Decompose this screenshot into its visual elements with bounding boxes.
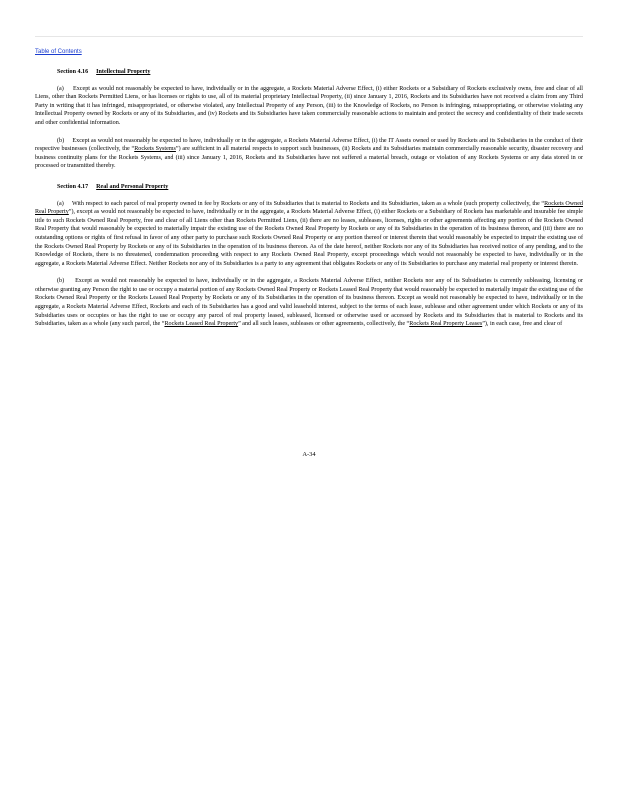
paragraph-4-16-a	[35, 85, 583, 128]
section-heading-4-16	[57, 68, 583, 77]
paragraph-4-17-b	[35, 277, 583, 329]
paragraph-text: Except as would not reasonably be expected to have, individually or in the aggregate, a Rockets Material Adverse Effect, (i) the IT Assets owned or used by Rockets and its Subsidiaries in the conduct of their respective businesses (collectively, the “	[35, 137, 583, 153]
section-heading-4-17	[57, 183, 583, 192]
section-number: Section 4.16	[57, 69, 89, 75]
paragraph-label: (b)	[57, 137, 65, 144]
defined-term-rockets-systems: Rockets Systems	[134, 146, 176, 153]
defined-term-leased-real-property: Rockets Leased Real Property	[164, 321, 239, 328]
paragraph-text: ” and all such leases, subleases or other agreements, collectively, the “	[238, 321, 410, 328]
section-title: Real and Personal Property	[96, 183, 169, 190]
page-number: A-34	[302, 451, 316, 458]
defined-term-owned-real-property: Rockets Owned Real Property	[35, 200, 583, 216]
table-of-contents-link[interactable]: Table of Contents	[35, 49, 82, 55]
paragraph-4-16-b	[35, 137, 583, 171]
paragraph-text: ”), in each case, free and clear of	[482, 321, 563, 328]
document-body	[35, 68, 583, 338]
top-rule	[35, 36, 583, 37]
paragraph-text: Except as would not reasonably be expected to have, individually or in the aggregate, a Rockets Material Adverse Effect, (i) either Rockets or a Subsidiary of Rockets exclusively owns, free and clear of all Liens, other than Rockets Permitted Liens, or has licenses or rights to use, all of its material proprietary Intellectual Property, (ii) since January 1, 2016, Rockets and its Subsidiaries have not received a claim from any Third Party in writing that it has infringed, misappropriated, or otherwise violated, any Intellectual Property of any Person, (iii) to the Knowledge of Rockets, no Person is infringing, misappropriating, or otherwise violating any Intellectual Property owned by Rockets or any of its Subsidiaries, and (iv) Rockets and its Subsidiaries have taken commercially reasonable actions to maintain and protect the secrecy and confidentiality of their trade secrets and other confidential information.	[35, 85, 583, 126]
paragraph-text: ”), except as would not reasonably be expected to have, individually or in the aggregate, a Rockets Material Adverse Effect, (i) either Rockets or a Subsidiary of Rockets has marketable and insurable fee simple title to such Rockets Owned Real Property, free and clear of all Liens other than Rockets Permitted Liens, (ii) there are no leases, subleases, licenses, rights or other agreements affecting any portion of the Rockets Owned Real Property that would reasonably be expected to materially impair the existing use of the Rockets Owned Real Property by Rockets or any of its Subsidiaries in the operation of its business thereon, and (iii) there are no outstanding options or rights of first refusal in favor of any other party to purchase such Rockets Owned Real Property or any portion thereof or interest therein that would reasonably be expected to impair the existing use of the Rockets Owned Real Property by Rockets or any of its Subsidiaries in the operation of its business thereon. As of the date hereof, neither Rockets nor any of its Subsidiaries has received notice of any pending, and to the Knowledge of Rockets, there is no threatened, condemnation proceeding with respect to any Rockets Owned Real Property, except proceedings which would not reasonably be expected to have, individually or in the aggregate, a Rockets Material Adverse Effect. Neither Rockets nor any of its Subsidiaries is a party to any agreement that obligates Rockets or any of its Subsidiaries to purchase any material real property or interest therein.	[35, 209, 583, 267]
paragraph-text: ”) are sufficient in all material respects to support such businesses, (ii) Rockets and its Subsidiaries maintain commercially reasonable security, disaster recovery and business continuity plans for the Rockets Systems, and (iii) since January 1, 2016, Rockets and its Subsidiaries have not suffered a material breach, outage or violation of any Rockets Systems or any data stored in or processed or transmitted thereby.	[35, 146, 583, 170]
paragraph-text: With respect to each parcel of real property owned in fee by Rockets or any of its Subsidiaries that is material to Rockets and its Subsidiaries, taken as a whole (such property collectively, the “	[71, 200, 545, 207]
paragraph-4-17-a	[35, 200, 583, 269]
section-title: Intellectual Property	[96, 69, 151, 75]
defined-term-real-property-leases: Rockets Real Property Leases	[409, 321, 483, 328]
paragraph-text: Except as would not reasonably be expected to have, individually or in the aggregate, a Rockets Material Adverse Effect, neither Rockets nor any of its Subsidiaries is currently subleasing, licensing or otherwise granting any Person the right to use or occupy a material portion of any Rockets Owned Real Property or Rockets Leased Real Property that would reasonably be expected to materially impair the existing use of the Rockets Owned Real Property or the Rockets Leased Real Property by Rockets or any of its Subsidiaries in the operation of its business thereon. Except as would not reasonably be expected to have, individually or in the aggregate, a Rockets Material Adverse Effect, Rockets and each of its Subsidiaries has a good and valid leasehold interest, subject to the terms of each lease, sublease and other agreement under which Rockets or any of its Subsidiaries uses or occupies or has the right to use or occupy any parcel of real property leased, subleased, licensed or otherwise used or accessed by Rockets and its Subsidiaries that is material to Rockets and its Subsidiaries, taken as a whole (any such parcel, the “	[35, 278, 583, 328]
section-number: Section 4.17	[57, 183, 89, 190]
paragraph-label: (a)	[57, 85, 64, 92]
paragraph-label: (a)	[57, 200, 64, 207]
paragraph-label: (b)	[57, 278, 65, 285]
